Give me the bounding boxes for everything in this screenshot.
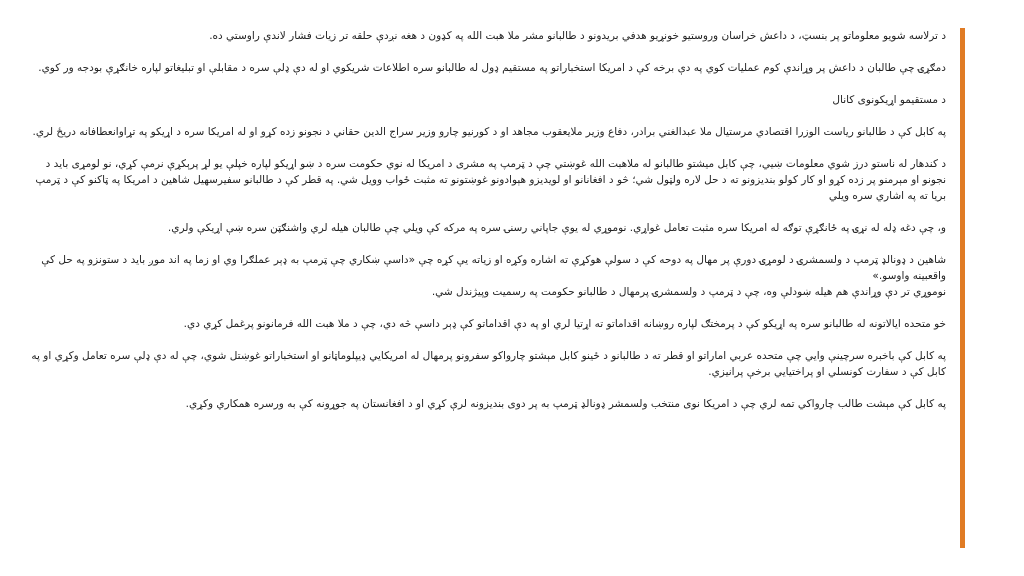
paragraph-2: دمګړۍ چې طالبان د داعش پر وړاندې کوم عملیات کوي په دې برخه کې د امریکا استخباراتو په مستقیم ډول له طالبانو سره اطلاعات شریکوي او له دې ډلې سره د مقابلې او تبلیغاتو لپاره خانګړې بودجه ور کوي. [38, 62, 946, 74]
paragraph-5: و، چې دغه ډله له نړۍ په ځانګړې توګه له امریکا سره مثبت تعامل غواړي. نوموړي له یوې جاپاني رسنۍ سره په مرکه کې ویلي چې طالبان هیله لري واشنګټن سره ښې اړیکې ولري. [167, 222, 946, 234]
paragraph-10: په کابل کې مېشت طالب چارواکي تمه لري چې د امریکا نوی منتخب ولسمشر ډونالډ ټرمپ به پر دوی بندیزونه لرې کړي او د افغانستان په جوړونه کې به ورسره همکاري وکړي. [185, 398, 946, 410]
paragraph-8: خو متحده ایالاتونه له طالبانو سره په اړیکو کې د پرمختګ لپاره روښانه اقداماتو ته اړتیا لري او په دې اقداماتو کې ډېر داسې څه دي، چې د ملا هبت الله فرمانونو پرغمل کړي دي. [183, 318, 946, 330]
paragraph-3: په کابل کې د طالبانو ریاست الوزرا اقتصادي مرستیال ملا عبدالغني برادر، دفاع وزیر ملایعقوب مجاهد او د کورنیو چارو وزیر سراج الدین حقاني د نجونو زده کړو او له امریکا سره د اړیکو په تړاوانعطافانه دریځ لري. [32, 126, 946, 138]
article-body [28, 28, 946, 428]
paragraph-9: په کابل کې باخبره سرچینې وايي چې متحده عربي اماراتو او قطر ته د طالبانو د ځینو کابل مېشتو چارواکو سفرونو پرمهال له امریکايي ډیپلوماټانو او استخباراتو غوښتل شوي، چې له دې ډلې سره تعامل وکړي او په کابل کې د سفارت کونسلي او پراختیايي برخې پرانیزي. [31, 350, 946, 378]
paragraph-1: د ترلاسه شویو معلوماتو پر بنسټ، د داعش خراسان وروستیو خونړیو هدفي بریدونو د طالبانو مشر ملا هبت الله په کډون د هغه نږدې حلقه تر زیات فشار لاندې راوستي ده. [209, 30, 946, 42]
paragraph-7: نوموړي تر دې وړاندې هم هیله ښودلې وه، چې د ټرمپ د ولسمشرۍ پرمهال د طالبانو حکومت په رسمیت وپیژندل شي. [431, 286, 946, 298]
paragraph-4: د کندهار له ناستو درز شوي معلومات ښيي، چې کابل میشتو طالبانو له ملاهبت الله غوښتي چې د ټرمپ په مشری د امریکا له نوي حکومت سره د ښو اړیکو لپاره خپلې یو لړ پرېکړې نرمې کړي، نو لومړی باید د نجونو او مېرمنو پر زده کړو او کار کولو بندیزونو ته د حل لاره ولټول شي؛ څو د افغانانو او لویدیزو هېوادونو غوښتونو ته مثبت ځواب وویل شي. په قطر کې د طالبانو سفیرسهیل شاهین د امریکا په ټاکنو کې د ټرمپ بریا ته په اشاري سره ویلي [35, 158, 946, 202]
section-heading: د مستقیمو اړیکونوی کانال [832, 94, 946, 106]
paragraph-6: شاهین د ډونالډ ټرمپ د ولسمشرۍ د لومړۍ دورې پر مهال په دوحه کې د سولې هوکړې ته اشاره وکړه او زیاته یې کړه چې «داسې ښکاري چې ټرمپ به ډېر عملګرا وي او زما په اند موږ باید د ستونزو په حل کې واقعبینه واوسو.» [41, 254, 946, 282]
accent-bar [960, 28, 965, 548]
